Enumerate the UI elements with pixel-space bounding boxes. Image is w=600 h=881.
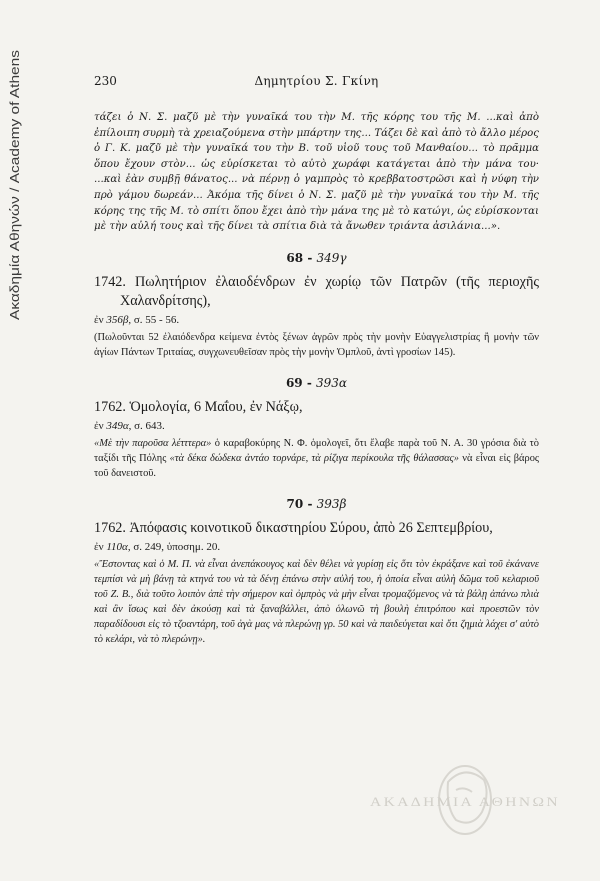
reference-pages: , σ. 55 - 56.: [128, 313, 180, 326]
entry-number: 70: [286, 496, 304, 511]
reference-folio: 349α: [106, 419, 129, 432]
seal-text: ΑΚΑΔΗΜΙΑ ΑΘΗΝΩΝ: [370, 794, 560, 809]
reference-prefix: ἐν: [94, 419, 104, 432]
entry-quote: «Ἔστοντας καὶ ὁ Μ. Π. νὰ εἶναι ἀνεπάκουγος καὶ δὲν θέλει νὰ γυρίσῃ εἰς ὅτι τὸν ἐκράξανε καὶ τοῦ ἐκάνανε τεμπίσι νὰ μὴ βάνῃ τὰ κτηνά του νὰ τὰ δένῃ ἐπάνω στὴν αὐλή του, ἡ ὁποία εἶναι αὐλὴ δῶμα τοῦ κελαριοῦ τοῦ Ζ. Β., διὰ τοῦτο λοιπὸν ἀπὲ τὴν σήμερον καὶ ὀμπρὸς νὰ μὴν εἶναι τρομαζόμενος νὰ τὰ βάλῃ ἀπάνω πλιὰ καὶ ἂν ἴσως καὶ δὲν ἀκούσῃ καὶ τὰ ξαναβάλλει, ἀπὸ ὁλωνῶ τὴ βουλὴ ἐπιτρόπου καὶ προεστῶν τὸν παραδίδουσι εἰς τὸ τζοαντάρη, τοῦ ἀγὰ μας νὰ πλερώνῃ γρ. 50 καὶ νὰ παιδεύγεται καὶ ὅτι ζημιὰ λάχει σ' αὐτὸ τὸ κελάρι, νὰ τὸ πλερώνῃ».: [94, 558, 539, 645]
side-watermark: [5, 30, 25, 330]
entry-69: [94, 376, 539, 481]
entry-heading: 69 - 393α: [285, 375, 348, 390]
page-body: [94, 74, 539, 647]
side-watermark-text: Ακαδημία Αθηνών / Academy of Athens: [8, 101, 22, 320]
reference-folio: 110α: [106, 540, 128, 553]
reference-folio: 356β: [106, 313, 129, 326]
academy-seal-watermark: [360, 760, 570, 840]
quote-continuation: τάζει ὁ Ν. Σ. μαζῦ μὲ τὴν γυναῖκά του τὴν Μ. τῆς κόρης του τῆς Μ. ...καὶ ἀπὸ ἐπίλοιπη συρμὴ τὰ χρειαζούμενα στὴν μπάρτην της... Τάζει δὲ καὶ ἀπὸ τὸ ἄλλο μέρος ὁ Γ. Κ. μαζῦ μὲ τὴν γυναῖκά του τὴν Β. τοῦ υἱοῦ τους τοῦ Μανθαίου... τὸ πρᾶμμα ὅπου ἔχουν στὸν... ὡς εὑρίσκεται τὸ αὐτὸ χωράφι κατάγεται ἀπὸ τὴν μάνα του· ...καὶ ἐὰν συμβῇ θάνατος... νὰ πέρνῃ ὁ γαμπρὸς τὸ κρεββατοστρῶσι καὶ ἡ νύφη τὴν πρὸ γάμου δωρεάν... Ἀκόμα τῆς δίνει ὁ Ν. Σ. μαζῦ μὲ τὴν γυναῖκά του τὴν Μ. τῆς κόρης της τῆς Μ. τὸ σπίτι ὅπου ἔχει ἀπὸ τὴν μάνα της μὲ τὸ κατώγι, ὡς εὑρίσκονται μὲ τὴν αὐλή τους καὶ τῆς δίνει τὰ σπίτια διὰ τὰ ἄνωθεν τριάντα ἀσιλάνια...».: [94, 112, 539, 233]
entry-title: 1742. Πωλητήριον ἐλαιοδένδρων ἐν χωρίῳ τῶν Πατρῶν (τῆς περιοχῆς Χαλανδρίτσης),: [94, 273, 539, 309]
running-head-author: Δημητρίου Σ. Γκίνη: [254, 74, 379, 88]
summary-text: ὁ καραβοκύρης Ν. Φ. ὁμολογεῖ, ὅτι ἔλαβε παρὰ τοῦ Ν. Α. 30 γρόσια διὰ τὸ ταξίδι τῆς Πόλης: [94, 437, 539, 464]
entry-summary: (Πωλοῦνται 52 ἐλαιόδενδρα κείμενα ἐντὸς ξένων ἀγρῶν πρὸς τὴν μονὴν Εὐαγγελιστρίας ἢ μονὴν τῶν ἁγίων Πάντων Τριταίας, συγχωνευθεῖσαν πρὸς τὴν μονὴν Ὀμπλοῦ, ἀντὶ γροσίων 145).: [94, 331, 539, 358]
reference-pages: , σ. 249, ὑποσημ. 20.: [127, 540, 221, 553]
page-number: 230: [94, 74, 117, 88]
entry-title: 1762. Ὁμολογία, 6 Μαΐου, ἐν Νάξῳ,: [94, 398, 303, 415]
running-head: [94, 74, 539, 92]
entry-folio: 349γ: [316, 250, 347, 265]
quote-fragment: «Μὲ τὴν παροῦσα λέτττερα»: [94, 437, 212, 449]
entry-heading: 70 - 393β: [286, 496, 347, 511]
entry-reference: [94, 418, 539, 434]
entry-folio: 393α: [316, 375, 348, 390]
entry-68: [94, 251, 539, 360]
entry-folio: 393β: [316, 496, 347, 511]
entry-reference: [94, 312, 539, 328]
entry-number: 69: [285, 375, 303, 390]
entry-number: 68: [286, 250, 304, 265]
entry-reference: [94, 539, 539, 555]
summary-text: νὰ εἶναι εἰς βάρος τοῦ δανειστοῦ.: [94, 452, 539, 479]
entry-summary: [94, 436, 539, 481]
entry-70: [94, 497, 539, 647]
quote-fragment: «τὰ δέκα δώδεκα ἀντάο τορνάρε, τὰ ρίζιγα περίκουλα τῆς θάλασσας»: [169, 452, 459, 464]
reference-prefix: ἐν: [94, 313, 104, 326]
entry-heading: 68 - 349γ: [286, 250, 347, 265]
reference-prefix: ἐν: [94, 540, 104, 553]
reference-pages: , σ. 643.: [128, 419, 165, 432]
entry-title: 1762. Ἀπόφασις κοινοτικοῦ δικαστηρίου Σύρου, ἀπὸ 26 Σεπτεμβρίου,: [94, 519, 493, 536]
